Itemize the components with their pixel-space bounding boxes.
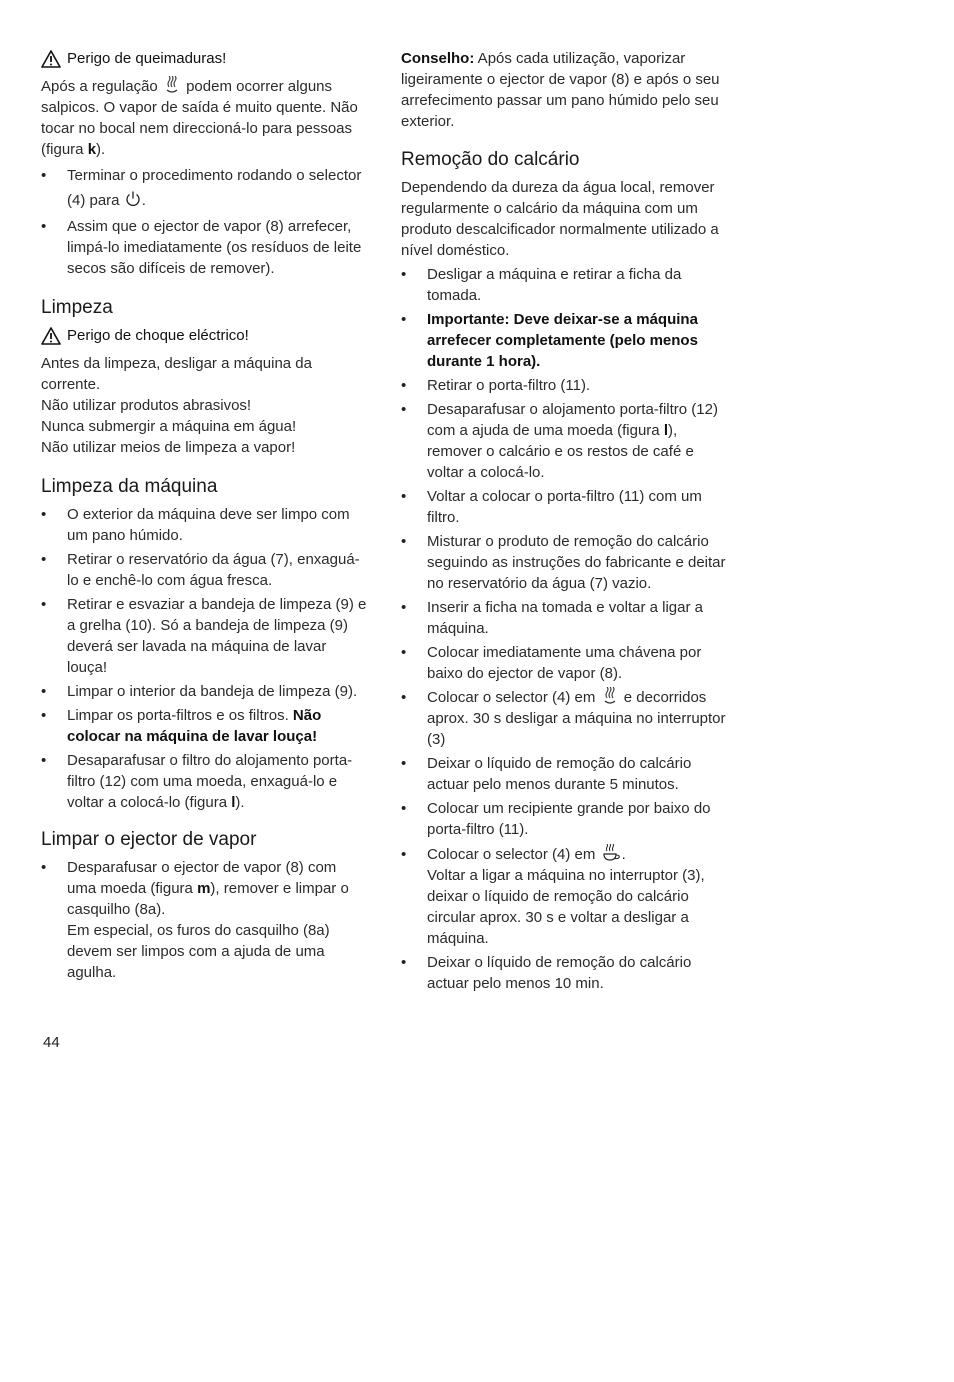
shock-warning-text: Perigo de choque eléctrico! — [67, 327, 249, 344]
section-heading-ejector: Limpar o ejector de vapor — [41, 829, 257, 850]
steam-paragraph: Após a regulação podem ocorrer alguns salpicos. O vapor de saída é muito quente. Não tocar no bocal nem direccioná-lo para pessoas (figura k). — [41, 78, 358, 158]
limpeza-line: Antes da limpeza, desligar a máquina da corrente. — [41, 355, 312, 393]
list-item: • Colocar o selector (4) em e decorridos aprox. 30 s desligar a máquina no interruptor (3) — [401, 687, 731, 750]
tip-paragraph: Conselho: Após cada utilização, vaporizar ligeiramente o ejector de vapor (8) e após o seu arrefecimento passar um pano húmido pelo seu exterior. — [401, 50, 720, 130]
list-item: • Desaparafusar o filtro do alojamento porta-filtro (12) com uma moeda, enxaguá-lo e voltar a colocá-lo (figura l). — [41, 750, 369, 813]
ejector-bullets — [41, 857, 369, 983]
list-item: • Limpar os porta-filtros e os filtros. Não colocar na máquina de lavar louça! — [41, 705, 369, 747]
warning-triangle-icon — [41, 327, 61, 345]
calc-bullets — [401, 264, 731, 994]
list-item: • Voltar a colocar o porta-filtro (11) com um filtro. — [401, 486, 731, 528]
shock-warning — [41, 325, 369, 346]
list-item: • Retirar o reservatório da água (7), enxaguá-lo e enchê-lo com água fresca. — [41, 549, 369, 591]
list-item: • Assim que o ejector de vapor (8) arrefecer, limpá-lo imediatamente (os resíduos de leite secos são difíceis de remover). — [41, 216, 369, 279]
warning-triangle-icon — [41, 50, 61, 68]
burn-warning-text: Perigo de queimaduras! — [67, 50, 227, 67]
list-item: • Colocar o selector (4) em . Voltar a ligar a máquina no interruptor (3), deixar o líquido de remoção do calcário circular aprox. 30 s e voltar a desligar a máquina. — [401, 844, 731, 949]
list-item: • Desparafusar o ejector de vapor (8) com uma moeda (figura m), remover e limpar o casquilho (8a). Em especial, os furos do casquilho (8a) devem ser limpos com a ajuda de uma agulha. — [41, 857, 369, 983]
list-item: • Limpar o interior da bandeja de limpeza (9). — [41, 681, 369, 702]
list-item: • O exterior da máquina deve ser limpo com um pano húmido. — [41, 504, 369, 546]
list-item: • Desaparafusar o alojamento porta-filtro (12) com a ajuda de uma moeda (figura l), remover o calcário e os restos de café e voltar a colocá-lo. — [401, 399, 731, 483]
burn-bullets — [41, 163, 369, 279]
limpeza-line: Não utilizar produtos abrasivos! — [41, 397, 252, 414]
list-item: • Importante: Deve deixar-se a máquina arrefecer completamente (pelo menos durante 1 hora). — [401, 309, 731, 372]
limpeza-line: Nunca submergir a máquina em água! — [41, 418, 297, 435]
section-heading-maquina: Limpeza da máquina — [41, 476, 218, 497]
section-heading-limpeza: Limpeza — [41, 297, 113, 318]
calc-intro: Dependendo da dureza da água local, remover regularmente o calcário da máquina com um produto descalcificador normalmente utilizado a nível doméstico. — [401, 179, 719, 259]
list-item: • Colocar imediatamente uma chávena por baixo do ejector de vapor (8). — [401, 642, 731, 684]
list-item: • Misturar o produto de remoção do calcário seguindo as instruções do fabricante e deitar no reservatório da água (7) vazio. — [401, 531, 731, 594]
list-item: • Deixar o líquido de remoção do calcário actuar pelo menos 10 min. — [401, 952, 731, 994]
list-item: • Terminar o procedimento rodando o selector (4) para . — [41, 163, 369, 213]
list-item: • Retirar e esvaziar a bandeja de limpeza (9) e a grelha (10). Só a bandeja de limpeza (9) deverá ser lavada na máquina de lavar louça! — [41, 594, 369, 678]
hot-cup-icon — [600, 844, 622, 862]
right-column — [401, 48, 731, 997]
section-heading-calcario: Remoção do calcário — [401, 149, 580, 170]
list-item: • Desligar a máquina e retirar a ficha da tomada. — [401, 264, 731, 306]
limpeza-line: Não utilizar meios de limpeza a vapor! — [41, 439, 296, 456]
left-column — [41, 48, 369, 986]
page-number: 44 — [43, 1034, 60, 1051]
maquina-bullets — [41, 504, 369, 813]
steam-icon — [162, 76, 182, 94]
steam-icon — [600, 687, 620, 705]
list-item: • Inserir a ficha na tomada e voltar a ligar a máquina. — [401, 597, 731, 639]
list-item: • Deixar o líquido de remoção do calcário actuar pelo menos durante 5 minutos. — [401, 753, 731, 795]
power-icon — [124, 190, 142, 208]
list-item: • Retirar o porta-filtro (11). — [401, 375, 731, 396]
list-item: • Colocar um recipiente grande por baixo do porta-filtro (11). — [401, 798, 731, 840]
burn-warning — [41, 48, 369, 69]
